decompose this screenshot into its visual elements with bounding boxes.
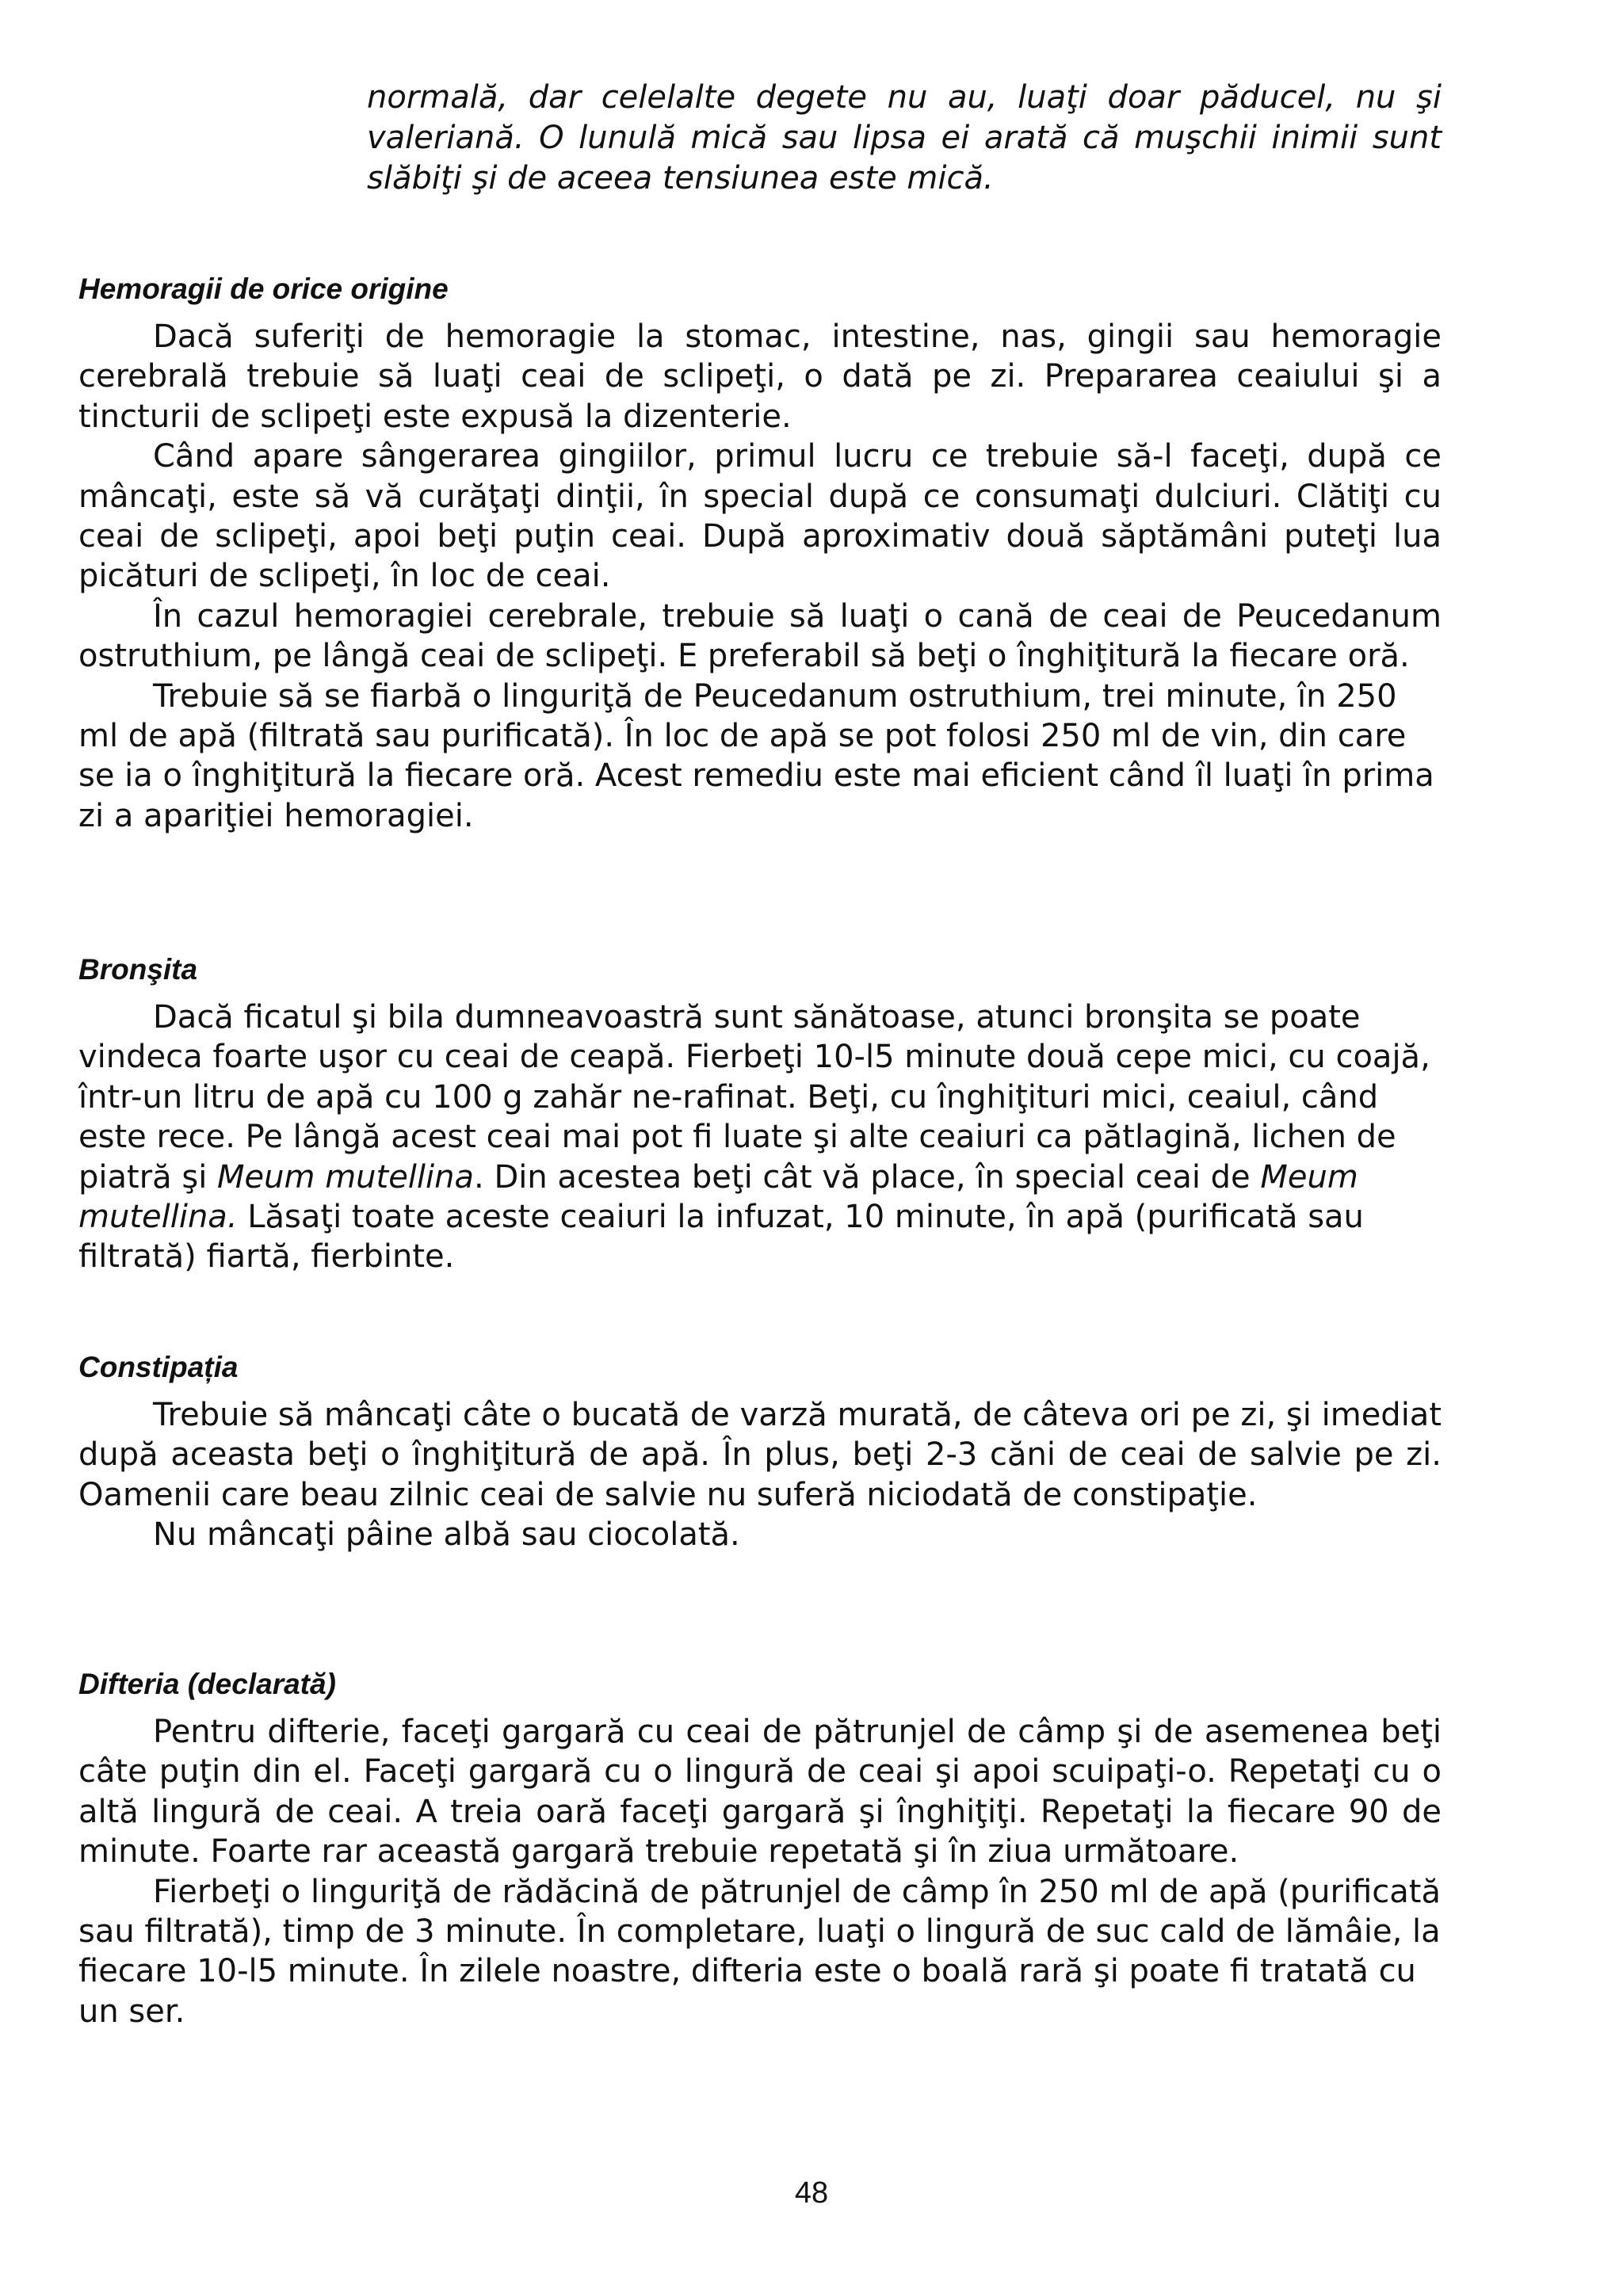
text-run: Dacă ficatul şi bila dumneavoastră sunt sănătoase, atunci bronşita se poate vindeca foarte uşor cu ceai de ceapă. Fierbeţi 10-l5 minute două cepe mici, cu coajă, într-un litru de apă cu 100 g zahăr ne-rafinat. Beţi, cu înghiţituri mici, ceaiul, când este rece. Pe lângă acest ceai mai pot fi luate şi alte ceaiuri ca pătlagină, lichen de piatră şi — [78, 999, 1430, 1196]
page-number: 48 — [794, 2176, 829, 2210]
text-run: . Din acestea beţi cât vă place, în special ceai de — [474, 1158, 1261, 1196]
section-heading-difteria: Difteria (declarată) — [78, 1668, 336, 1700]
latin-plant-name: Meum mutellina — [217, 1158, 475, 1196]
intro-continuation — [367, 78, 1442, 199]
section-heading-hemoragii: Hemoragii de orice origine — [78, 273, 449, 305]
paragraph: Dacă suferiţi de hemoragie la stomac, intestine, nas, gingii sau hemoragie cerebrală trebuie să luaţi ceai de sclipeţi, o dată pe zi. Prepararea ceaiului şi a tincturii de sclipeţi este expusă la dizenterie. — [78, 318, 1442, 435]
paragraph — [78, 997, 1442, 1277]
section-body-constipatia — [78, 1395, 1442, 1555]
latin-plant-name: Meum mutellina. — [78, 1158, 1358, 1236]
paragraph: Când apare sângerarea gingiilor, primul lucru ce trebuie să-l faceţi, după ce mâncaţi, este să vă curăţaţi dinţii, în special după ce consumaţi dulciuri. Clătiţi cu ceai de sclipeţi, apoi beţi puţin ceai. După aproximativ două săptămâni puteţi lua picături de sclipeţi, în loc de ceai. — [78, 438, 1442, 595]
intro-paragraph: normală, dar celelalte degete nu au, luaţi doar păducel, nu şi valeriană. O lunulă mică sau lipsa ei arată că muşchii inimii sunt slăbiţi şi de aceea tensiunea este mică. — [367, 79, 1442, 196]
paragraph: Trebuie să mâncaţi câte o bucată de varză murată, de câteva ori pe zi, şi imediat după aceasta beţi o înghiţitură de apă. În plus, beţi 2-3 căni de ceai de salvie pe zi. Oamenii care beau zilnic ceai de salvie nu suferă niciodată de constipaţie. — [78, 1397, 1442, 1513]
section-body-hemoragii — [78, 317, 1442, 836]
paragraph: În cazul hemoragiei cerebrale, trebuie să luaţi o cană de ceai de Peucedanum ostruthium, pe lângă ceai de sclipeţi. E preferabil să beţi o înghiţitură la fiecare oră. — [78, 597, 1442, 675]
paragraph: Pentru difterie, faceţi gargară cu ceai de pătrunjel de câmp şi de asemenea beţi câte puţin din el. Faceţi gargară cu o lingură de ceai şi apoi scuipaţi-o. Repetaţi cu o altă lingură de ceai. A treia oară faceţi gargară şi înghiţiţi. Repetaţi la fiecare 90 de minute. Foarte rar această gargară trebuie repetată şi în ziua următoare. — [78, 1714, 1442, 1871]
paragraph: Fierbeţi o linguriţă de rădăcină de pătrunjel de câmp în 250 ml de apă (purificată sau filtrată), timp de 3 minute. În completare, luaţi o lingură de suc cald de lămâie, la fiecare 10-l5 minute. În zilele noastre, difteria este o boală rară şi poate fi tratată cu un ser. — [78, 1873, 1441, 2030]
section-body-difteria — [78, 1712, 1442, 2031]
section-heading-bronsita: Bronşita — [78, 953, 198, 986]
section-body-bronsita — [78, 997, 1442, 1277]
section-heading-constipatia: Constipația — [78, 1351, 239, 1383]
paragraph: Trebuie să se fiarbă o linguriţă de Peucedanum ostruthium, trei minute, în 250 ml de apă (filtrată sau purificată). În loc de apă se pot folosi 250 ml de vin, din care se ia o înghiţitură la fiecare oră. Acest remediu este mai eficient când îl luaţi în prima zi a apariţiei hemoragiei. — [78, 677, 1434, 834]
text-run: Lăsaţi toate aceste ceaiuri la infuzat, 10 minute, în apă (purificată sau filtrată) fiartă, fierbinte. — [78, 1199, 1364, 1276]
paragraph: Nu mâncaţi pâine albă sau ciocolată. — [153, 1516, 740, 1554]
